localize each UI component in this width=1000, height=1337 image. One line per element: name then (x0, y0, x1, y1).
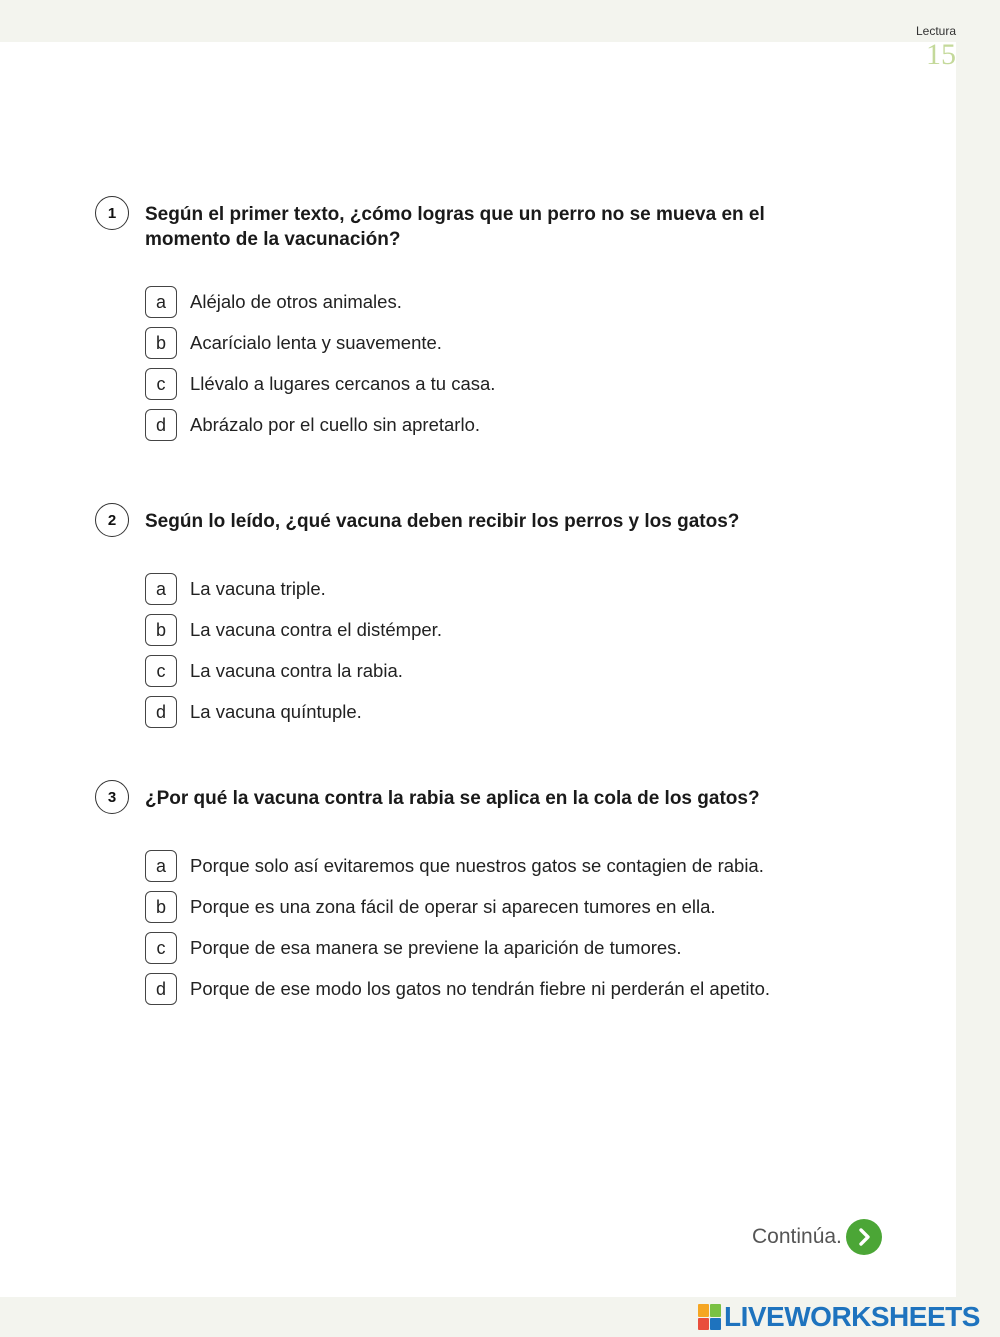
option-text: Llévalo a lugares cercanos a tu casa. (190, 373, 496, 394)
option-b[interactable] (145, 327, 442, 359)
option-text: La vacuna contra la rabia. (190, 660, 403, 681)
option-text: La vacuna triple. (190, 578, 326, 599)
section-label: Lectura (915, 24, 956, 38)
top-band (0, 0, 1000, 42)
option-text: La vacuna quíntuple. (190, 701, 362, 722)
option-letter-box[interactable]: d (145, 973, 177, 1005)
option-letter-box[interactable]: d (145, 409, 177, 441)
option-letter-box[interactable]: b (145, 891, 177, 923)
option-letter-box[interactable]: c (145, 932, 177, 964)
option-d[interactable] (145, 973, 770, 1005)
option-text: Porque de esa manera se previene la aparición de tumores. (190, 937, 682, 958)
option-c[interactable] (145, 655, 403, 687)
liveworksheets-brand (698, 1301, 980, 1333)
option-letter-box[interactable]: c (145, 368, 177, 400)
option-letter-box[interactable]: b (145, 327, 177, 359)
question-number: 2 (95, 503, 129, 537)
option-d[interactable] (145, 696, 362, 728)
option-text: Abrázalo por el cuello sin apretarlo. (190, 414, 480, 435)
question-text: Según el primer texto, ¿cómo logras que un perro no se mueva en el momento de la vacunación? (145, 204, 765, 250)
question-text: ¿Por qué la vacuna contra la rabia se aplica en la cola de los gatos? (145, 788, 760, 809)
option-text: Porque solo así evitaremos que nuestros gatos se contagien de rabia. (190, 855, 764, 876)
option-letter-box[interactable]: b (145, 614, 177, 646)
continue-label: Continúa. (752, 1225, 842, 1248)
option-letter-box[interactable]: a (145, 850, 177, 882)
option-text: Porque es una zona fácil de operar si aparecen tumores en ella. (190, 896, 716, 917)
option-text: Porque de ese modo los gatos no tendrán fiebre ni perderán el apetito. (190, 978, 771, 999)
right-margin-band (956, 0, 1000, 1337)
option-a[interactable] (145, 850, 764, 882)
option-c[interactable] (145, 368, 495, 400)
chevron-right-icon[interactable] (846, 1219, 882, 1255)
option-b[interactable] (145, 614, 442, 646)
option-a[interactable] (145, 286, 402, 318)
option-text: Acarícialo lenta y suavemente. (190, 332, 442, 353)
option-d[interactable] (145, 409, 480, 441)
question-number: 1 (95, 196, 129, 230)
page-number: 15 (926, 38, 956, 71)
option-b[interactable] (145, 891, 716, 923)
option-text: Aléjalo de otros animales. (190, 291, 402, 312)
option-text: La vacuna contra el distémper. (190, 619, 442, 640)
option-c[interactable] (145, 932, 682, 964)
question-number: 3 (95, 780, 129, 814)
option-letter-box[interactable]: c (145, 655, 177, 687)
option-letter-box[interactable]: a (145, 286, 177, 318)
option-letter-box[interactable]: d (145, 696, 177, 728)
option-letter-box[interactable]: a (145, 573, 177, 605)
liveworksheets-logo-icon (698, 1304, 721, 1330)
option-a[interactable] (145, 573, 326, 605)
brand-name: LIVEWORKSHEETS (724, 1301, 980, 1332)
continue-button[interactable] (752, 1219, 882, 1255)
question-text: Según lo leído, ¿qué vacuna deben recibir los perros y los gatos? (145, 511, 740, 532)
